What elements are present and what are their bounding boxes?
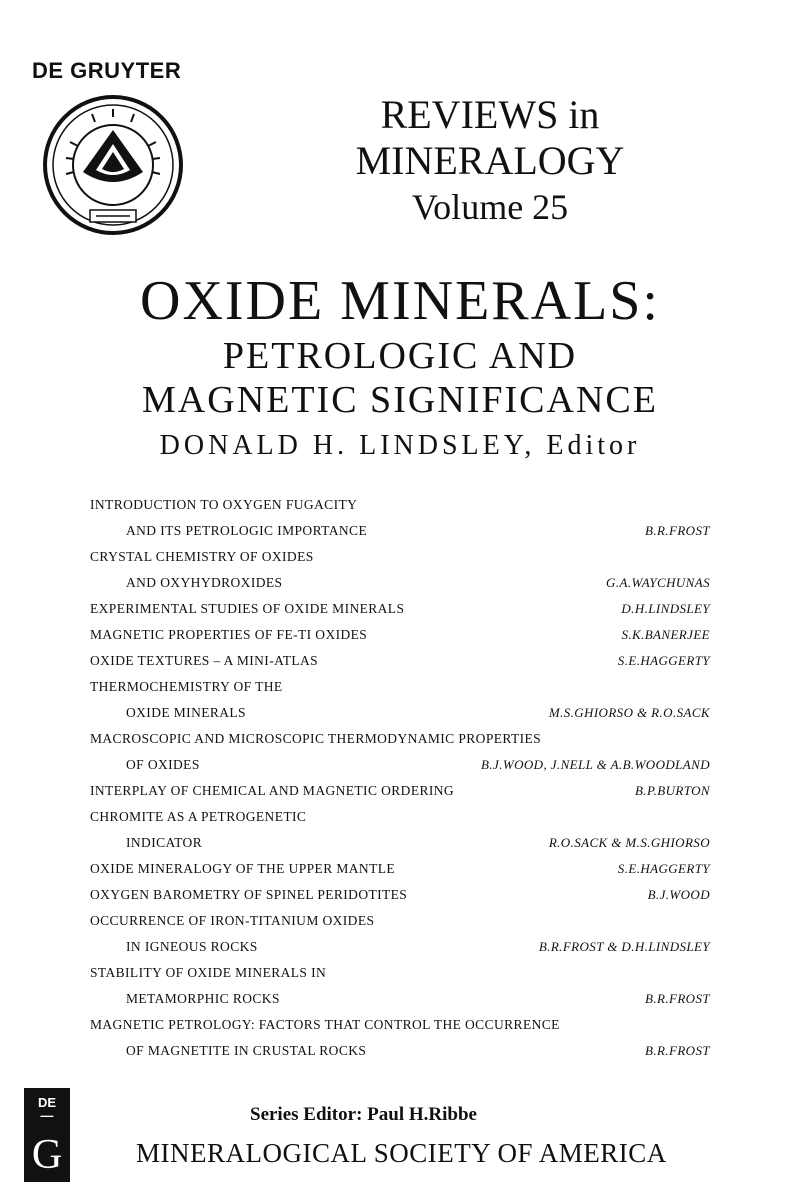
toc-row	[90, 804, 710, 830]
toc-chapter-author: R.O.SACK & M.S.GHIORSO	[548, 835, 710, 850]
toc-row	[90, 674, 710, 700]
toc-chapter-author: B.P.BURTON	[634, 783, 710, 798]
toc-chapter-title: AND ITS PETROLOGIC IMPORTANCE	[126, 523, 368, 538]
series-title	[300, 92, 680, 230]
toc-row	[90, 596, 710, 622]
toc-row	[90, 882, 710, 908]
toc-chapter-author: S.E.HAGGERTY	[617, 861, 710, 876]
subtitle-line-2: MAGNETIC SIGNIFICANCE	[142, 379, 658, 421]
table-of-contents	[90, 492, 710, 1064]
toc-chapter-title: CRYSTAL CHEMISTRY OF OXIDES	[90, 549, 314, 564]
toc-chapter-author: B.J.WOOD, J.NELL & A.B.WOODLAND	[481, 757, 710, 772]
de-gruyter-logo-icon	[24, 1088, 70, 1182]
toc-row	[90, 960, 710, 986]
toc-row	[90, 934, 710, 960]
publisher-name: DE GRUYTER	[32, 58, 182, 83]
toc-chapter-title: EXPERIMENTAL STUDIES OF OXIDE MINERALS	[90, 601, 405, 616]
toc-row	[90, 830, 710, 856]
toc-row	[90, 752, 710, 778]
toc-chapter-author: G.A.WAYCHUNAS	[606, 575, 710, 590]
series-volume: Volume 25	[411, 187, 569, 227]
toc-row	[90, 570, 710, 596]
series-editor: Series Editor: Paul H.Ribbe	[250, 1104, 477, 1125]
toc-row	[90, 622, 710, 648]
toc-chapter-author: B.J.WOOD	[647, 887, 710, 902]
series-line-2: MINERALOGY	[355, 138, 625, 183]
toc-chapter-title: OXIDE MINERALS	[126, 705, 246, 720]
society-name: MINERALOGICAL SOCIETY OF AMERICA	[136, 1138, 667, 1168]
toc-row	[90, 1038, 710, 1064]
toc-chapter-title: INTRODUCTION TO OXYGEN FUGACITY	[90, 497, 358, 512]
toc-chapter-title: OF MAGNETITE IN CRUSTAL ROCKS	[126, 1043, 367, 1058]
book-subtitle	[0, 334, 800, 422]
toc-chapter-title: OXYGEN BAROMETRY OF SPINEL PERIDOTITES	[90, 887, 408, 902]
toc-chapter-title: OCCURRENCE OF IRON-TITANIUM OXIDES	[90, 913, 375, 928]
series-line-1: REVIEWS in	[380, 92, 600, 137]
toc-chapter-title: AND OXYHYDROXIDES	[126, 575, 283, 590]
toc-row	[90, 518, 710, 544]
toc-chapter-title: MACROSCOPIC AND MICROSCOPIC THERMODYNAMIC PROPERTIES	[90, 731, 542, 746]
dg-logo-letter: G	[31, 1132, 63, 1178]
toc-chapter-title: STABILITY OF OXIDE MINERALS IN	[90, 965, 327, 980]
toc-chapter-author: B.R.FROST	[645, 991, 710, 1006]
dg-logo-line-1: DE	[37, 1095, 57, 1110]
toc-chapter-title: IN IGNEOUS ROCKS	[126, 939, 258, 954]
toc-row	[90, 908, 710, 934]
toc-row	[90, 648, 710, 674]
toc-chapter-author: B.R.FROST & D.H.LINDSLEY	[538, 939, 710, 954]
toc-chapter-title: INDICATOR	[126, 835, 203, 850]
toc-row	[90, 856, 710, 882]
dg-logo-top	[24, 1088, 70, 1122]
toc-chapter-title: INTERPLAY OF CHEMICAL AND MAGNETIC ORDERING	[90, 783, 455, 798]
toc-row	[90, 700, 710, 726]
toc-row	[90, 1012, 710, 1038]
toc-chapter-title: OXIDE TEXTURES – A MINI-ATLAS	[90, 653, 319, 668]
toc-chapter-title: OXIDE MINERALOGY OF THE UPPER MANTLE	[90, 861, 396, 876]
toc-chapter-title: CHROMITE AS A PETROGENETIC	[90, 809, 307, 824]
toc-chapter-author: B.R.FROST	[645, 523, 710, 538]
toc-row	[90, 492, 710, 518]
toc-chapter-title: METAMORPHIC ROCKS	[126, 991, 280, 1006]
toc-chapter-title: MAGNETIC PROPERTIES OF FE-TI OXIDES	[90, 627, 368, 642]
subtitle-line-1: PETROLOGIC AND	[222, 335, 578, 377]
toc-row	[90, 778, 710, 804]
toc-chapter-author: S.K.BANERJEE	[621, 627, 710, 642]
toc-row	[90, 986, 710, 1012]
dg-logo-line-2: —	[40, 1108, 54, 1123]
mineralogical-society-seal-icon	[40, 92, 186, 238]
toc-chapter-author: M.S.GHIORSO & R.O.SACK	[548, 705, 710, 720]
toc-row	[90, 726, 710, 752]
toc-chapter-title: THERMOCHEMISTRY OF THE	[90, 679, 283, 694]
toc-chapter-title: MAGNETIC PETROLOGY: FACTORS THAT CONTROL THE OCCURRENCE	[90, 1017, 560, 1032]
toc-chapter-title: OF OXIDES	[126, 757, 200, 772]
toc-row	[90, 544, 710, 570]
toc-chapter-author: B.R.FROST	[645, 1043, 710, 1058]
book-editor: DONALD H. LINDSLEY, Editor	[159, 430, 641, 461]
book-title: OXIDE MINERALS:	[140, 270, 660, 332]
toc-chapter-author: D.H.LINDSLEY	[621, 601, 710, 616]
toc-chapter-author: S.E.HAGGERTY	[617, 653, 710, 668]
